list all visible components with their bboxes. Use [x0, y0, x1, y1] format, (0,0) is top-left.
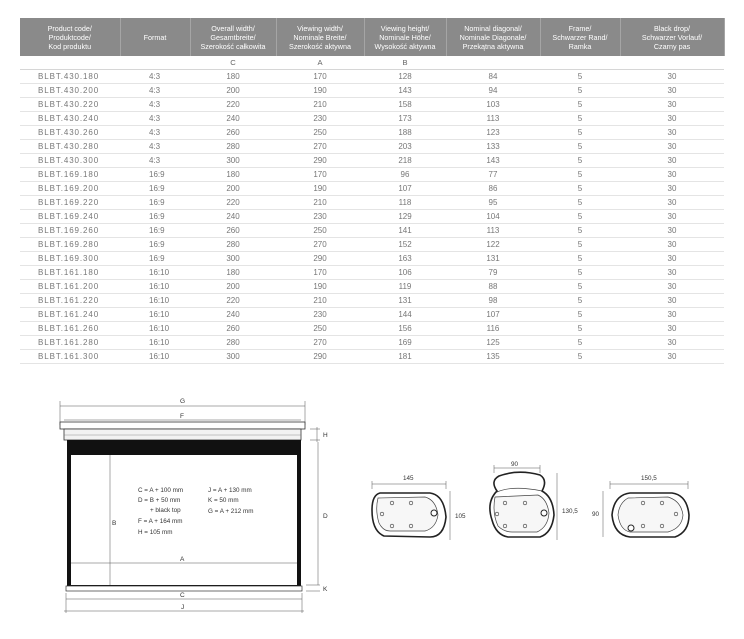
table-cell: 4:3 — [120, 126, 190, 140]
table-cell: 16:9 — [120, 182, 190, 196]
table-cell: 16:10 — [120, 336, 190, 350]
table-cell: 240 — [190, 210, 276, 224]
label-f: F — [180, 413, 184, 420]
table-cell: 240 — [190, 112, 276, 126]
table-cell: 280 — [190, 238, 276, 252]
dimension-letter — [120, 56, 190, 70]
table-cell: 163 — [364, 252, 446, 266]
header-line: Gesamtbreite/ — [210, 32, 256, 42]
table-cell: 5 — [540, 98, 620, 112]
table-cell: BLBT.169.300 — [20, 252, 120, 266]
header-line: Szerokość aktywna — [289, 41, 351, 51]
table-row — [20, 98, 724, 112]
dimension-letter — [620, 56, 724, 70]
table-cell: 122 — [446, 238, 540, 252]
header-line: Przekątna aktywna — [462, 41, 524, 51]
table-body — [20, 70, 724, 364]
table-cell: 210 — [276, 98, 364, 112]
table-cell: 30 — [620, 294, 724, 308]
table-cell: 16:9 — [120, 252, 190, 266]
table-cell: 300 — [190, 350, 276, 364]
table-cell: 290 — [276, 154, 364, 168]
table-cell: 4:3 — [120, 140, 190, 154]
table-cell: 95 — [446, 196, 540, 210]
profile3-height: 90 — [592, 511, 600, 518]
table-row — [20, 224, 724, 238]
table-cell: 200 — [190, 280, 276, 294]
table-cell: 170 — [276, 168, 364, 182]
table-row — [20, 84, 724, 98]
table-cell: 230 — [276, 210, 364, 224]
table-cell: 170 — [276, 266, 364, 280]
screen-front-view — [60, 398, 328, 613]
table-cell: 104 — [446, 210, 540, 224]
table-cell: 88 — [446, 280, 540, 294]
table-cell: 4:3 — [120, 70, 190, 84]
formula-c: C = A + 100 mm — [138, 487, 184, 494]
table-cell: 98 — [446, 294, 540, 308]
formula-f: F = A + 164 mm — [138, 518, 183, 525]
dimension-letter: B — [364, 56, 446, 70]
table-cell: 118 — [364, 196, 446, 210]
table-cell: 16:9 — [120, 196, 190, 210]
table-cell: 180 — [190, 266, 276, 280]
profile1-height: 105 — [455, 513, 466, 520]
table-row — [20, 294, 724, 308]
dimension-letter: C — [190, 56, 276, 70]
table-cell: 220 — [190, 98, 276, 112]
table-cell: 5 — [540, 182, 620, 196]
column-header — [446, 18, 540, 56]
column-header — [276, 18, 364, 56]
table-cell: 30 — [620, 182, 724, 196]
table-cell: 131 — [364, 294, 446, 308]
table-cell: 230 — [276, 308, 364, 322]
table-cell: 30 — [620, 98, 724, 112]
table-cell: 30 — [620, 336, 724, 350]
table-cell: BLBT.161.260 — [20, 322, 120, 336]
table-cell: 103 — [446, 98, 540, 112]
table-cell: BLBT.161.200 — [20, 280, 120, 294]
table-row — [20, 126, 724, 140]
table-cell: 113 — [446, 224, 540, 238]
table-cell: 16:10 — [120, 322, 190, 336]
table-cell: 220 — [190, 196, 276, 210]
column-header — [364, 18, 446, 56]
table-cell: BLBT.430.240 — [20, 112, 120, 126]
table-cell: 190 — [276, 84, 364, 98]
table-row — [20, 196, 724, 210]
table-row — [20, 266, 724, 280]
column-header — [20, 18, 120, 56]
table-cell: 152 — [364, 238, 446, 252]
table-cell: 169 — [364, 336, 446, 350]
table-row — [20, 252, 724, 266]
header-line: Overall width/ — [211, 23, 255, 33]
table-cell: 203 — [364, 140, 446, 154]
table-cell: 16:10 — [120, 350, 190, 364]
table-row — [20, 238, 724, 252]
table-cell: 5 — [540, 196, 620, 210]
formula-h: H = 105 mm — [138, 529, 173, 536]
table-cell: 210 — [276, 196, 364, 210]
formula-k: K = 50 mm — [208, 497, 239, 504]
table-cell: 260 — [190, 224, 276, 238]
formula-d: D = B + 50 mm — [138, 497, 181, 504]
table-cell: 16:10 — [120, 280, 190, 294]
table-cell: 260 — [190, 126, 276, 140]
table-cell: 180 — [190, 70, 276, 84]
table-cell: 218 — [364, 154, 446, 168]
header-line: Czarny pas — [653, 41, 691, 51]
table-row — [20, 168, 724, 182]
table-cell: 5 — [540, 350, 620, 364]
table-cell: 4:3 — [120, 98, 190, 112]
header-line: Schwarzer Rand/ — [552, 32, 608, 42]
header-line: Nominal diagonal/ — [464, 23, 522, 33]
header-line: Viewing height/ — [380, 23, 430, 33]
table-cell: BLBT.161.240 — [20, 308, 120, 322]
header-line: Frame/ — [568, 23, 592, 33]
table-cell: BLBT.169.240 — [20, 210, 120, 224]
table-cell: 188 — [364, 126, 446, 140]
table-cell: 30 — [620, 308, 724, 322]
table-cell: 128 — [364, 70, 446, 84]
table-cell: 250 — [276, 126, 364, 140]
table-cell: 143 — [364, 84, 446, 98]
profile2-height: 130,5 — [562, 508, 578, 515]
header-line: Produktcode/ — [48, 32, 91, 42]
table-cell: 16:9 — [120, 224, 190, 238]
table-cell: 144 — [364, 308, 446, 322]
table-cell: 200 — [190, 182, 276, 196]
header-line: Product code/ — [47, 23, 92, 33]
table-cell: 30 — [620, 280, 724, 294]
table-cell: 270 — [276, 140, 364, 154]
table-cell: 135 — [446, 350, 540, 364]
table-cell: 106 — [364, 266, 446, 280]
table-cell: 190 — [276, 182, 364, 196]
label-j: J — [181, 604, 185, 611]
table-row — [20, 140, 724, 154]
label-a: A — [180, 556, 185, 563]
table-cell: 190 — [276, 280, 364, 294]
table-cell: BLBT.430.200 — [20, 84, 120, 98]
table-cell: 270 — [276, 336, 364, 350]
label-d: D — [323, 513, 328, 520]
table-cell: 5 — [540, 336, 620, 350]
table-cell: BLBT.430.180 — [20, 70, 120, 84]
table-cell: 30 — [620, 112, 724, 126]
table-cell: 5 — [540, 112, 620, 126]
column-header — [620, 18, 724, 56]
table-cell: 113 — [446, 112, 540, 126]
table-cell: 116 — [446, 322, 540, 336]
table-row — [20, 336, 724, 350]
table-cell: 5 — [540, 168, 620, 182]
label-b: B — [112, 520, 117, 527]
header-line: Viewing width/ — [297, 23, 343, 33]
table-cell: 220 — [190, 294, 276, 308]
table-cell: 84 — [446, 70, 540, 84]
table-cell: 5 — [540, 238, 620, 252]
dimension-letter — [540, 56, 620, 70]
table-cell: 79 — [446, 266, 540, 280]
table-cell: 30 — [620, 266, 724, 280]
table-cell: 5 — [540, 322, 620, 336]
table-cell: BLBT.169.200 — [20, 182, 120, 196]
table-row — [20, 182, 724, 196]
table-cell: BLBT.161.180 — [20, 266, 120, 280]
table-cell: 5 — [540, 280, 620, 294]
header-line: Nominale Höhe/ — [379, 32, 431, 42]
formula-d-note: + black top — [150, 507, 181, 514]
header-line: Kod produktu — [48, 41, 92, 51]
table-cell: 30 — [620, 252, 724, 266]
table-row — [20, 210, 724, 224]
table-cell: 30 — [620, 210, 724, 224]
label-k: K — [323, 586, 328, 593]
table-cell: 280 — [190, 140, 276, 154]
column-header — [540, 18, 620, 56]
table-cell: 250 — [276, 224, 364, 238]
table-cell: BLBT.161.300 — [20, 350, 120, 364]
table-cell: 30 — [620, 224, 724, 238]
table-header-row — [20, 18, 724, 56]
profile3-width: 150,5 — [641, 475, 657, 482]
table-cell: 119 — [364, 280, 446, 294]
table-cell: 30 — [620, 196, 724, 210]
table-cell: 156 — [364, 322, 446, 336]
table-cell: 77 — [446, 168, 540, 182]
table-cell: BLBT.430.300 — [20, 154, 120, 168]
table-cell: 30 — [620, 322, 724, 336]
table-cell: 5 — [540, 126, 620, 140]
table-cell: 4:3 — [120, 112, 190, 126]
column-header — [190, 18, 276, 56]
table-row — [20, 70, 724, 84]
table-cell: 5 — [540, 210, 620, 224]
table-cell: 16:9 — [120, 210, 190, 224]
table-cell: 290 — [276, 252, 364, 266]
table-row — [20, 112, 724, 126]
table-cell: 125 — [446, 336, 540, 350]
profile-2 — [490, 461, 578, 540]
table-cell: 5 — [540, 308, 620, 322]
table-cell: 300 — [190, 252, 276, 266]
profile2-width: 90 — [511, 461, 519, 468]
table-cell: 16:10 — [120, 308, 190, 322]
table-cell: 16:10 — [120, 266, 190, 280]
table-cell: 230 — [276, 112, 364, 126]
table-row — [20, 154, 724, 168]
table-cell: 129 — [364, 210, 446, 224]
table-cell: 5 — [540, 140, 620, 154]
table-cell: 300 — [190, 154, 276, 168]
profile-3 — [592, 475, 689, 537]
table-cell: BLBT.430.220 — [20, 98, 120, 112]
header-line: Wysokość aktywna — [374, 41, 436, 51]
table-cell: BLBT.169.180 — [20, 168, 120, 182]
header-line: Format — [143, 32, 167, 42]
table-cell: BLBT.161.280 — [20, 336, 120, 350]
table-cell: 96 — [364, 168, 446, 182]
table-cell: 173 — [364, 112, 446, 126]
table-cell: 123 — [446, 126, 540, 140]
dimension-letter: A — [276, 56, 364, 70]
table-row — [20, 280, 724, 294]
table-cell: 30 — [620, 84, 724, 98]
table-cell: 5 — [540, 70, 620, 84]
profile-1 — [372, 475, 466, 540]
table-cell: BLBT.430.280 — [20, 140, 120, 154]
table-cell: 16:10 — [120, 294, 190, 308]
table-row — [20, 308, 724, 322]
table-cell: 4:3 — [120, 84, 190, 98]
table-cell: 158 — [364, 98, 446, 112]
dimension-letter — [446, 56, 540, 70]
table-cell: 270 — [276, 238, 364, 252]
table-cell: 210 — [276, 294, 364, 308]
table-cell: 133 — [446, 140, 540, 154]
dimension-letter — [20, 56, 120, 70]
technical-drawings — [0, 385, 744, 639]
table-cell: 30 — [620, 126, 724, 140]
formula-j: J = A + 130 mm — [208, 487, 252, 494]
table-cell: 16:9 — [120, 238, 190, 252]
table-cell: 30 — [620, 168, 724, 182]
table-cell: 4:3 — [120, 154, 190, 168]
table-cell: 30 — [620, 70, 724, 84]
table-cell: 181 — [364, 350, 446, 364]
table-cell: 5 — [540, 294, 620, 308]
header-line: Nominale Diagonale/ — [459, 32, 527, 42]
table-cell: BLBT.169.280 — [20, 238, 120, 252]
table-cell: 260 — [190, 322, 276, 336]
table-cell: BLBT.169.260 — [20, 224, 120, 238]
table-cell: 143 — [446, 154, 540, 168]
label-g: G — [180, 398, 186, 405]
table-cell: BLBT.161.220 — [20, 294, 120, 308]
header-line: Nominale Breite/ — [293, 32, 347, 42]
formula-g: G = A + 212 mm — [208, 508, 254, 515]
label-c: C — [180, 592, 185, 599]
table-cell: 86 — [446, 182, 540, 196]
column-header — [120, 18, 190, 56]
table-cell: 250 — [276, 322, 364, 336]
table-cell: 5 — [540, 154, 620, 168]
header-line: Ramka — [568, 41, 592, 51]
table-cell: 290 — [276, 350, 364, 364]
table-cell: 30 — [620, 238, 724, 252]
profile1-width: 145 — [403, 475, 414, 482]
table-row — [20, 322, 724, 336]
table-cell: 30 — [620, 154, 724, 168]
table-cell: 107 — [446, 308, 540, 322]
table-cell: 170 — [276, 70, 364, 84]
table-cell: 200 — [190, 84, 276, 98]
header-line: Schwarzer Vorlauf/ — [641, 32, 703, 42]
table-cell: 107 — [364, 182, 446, 196]
table-row — [20, 350, 724, 364]
label-h: H — [323, 432, 328, 439]
header-line: Black drop/ — [654, 23, 690, 33]
table-cell: 5 — [540, 84, 620, 98]
table-cell: 5 — [540, 224, 620, 238]
table-cell: 280 — [190, 336, 276, 350]
table-cell: 94 — [446, 84, 540, 98]
table-cell: 131 — [446, 252, 540, 266]
table-cell: BLBT.430.260 — [20, 126, 120, 140]
table-cell: 30 — [620, 350, 724, 364]
header-line: Szerokość całkowita — [200, 41, 266, 51]
table-cell: 180 — [190, 168, 276, 182]
table-cell: 16:9 — [120, 168, 190, 182]
table-cell: 5 — [540, 252, 620, 266]
table-cell: 30 — [620, 140, 724, 154]
table-cell: 141 — [364, 224, 446, 238]
table-cell: 240 — [190, 308, 276, 322]
spec-table — [20, 18, 725, 364]
dimension-letter-row — [20, 56, 724, 70]
table-cell: BLBT.169.220 — [20, 196, 120, 210]
table-cell: 5 — [540, 266, 620, 280]
